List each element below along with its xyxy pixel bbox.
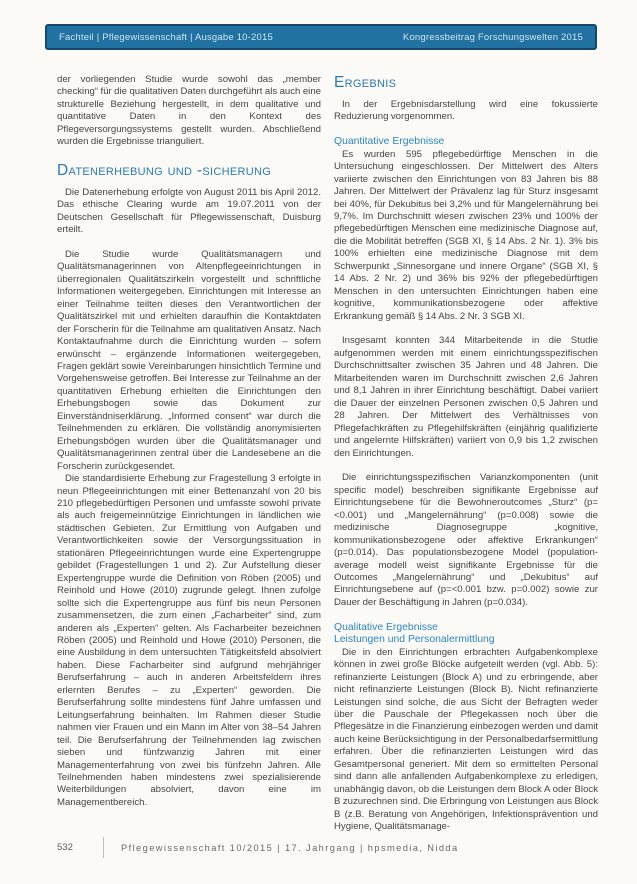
section-heading: Datenerhebung und -sicherung <box>57 161 272 179</box>
section-heading: Ergebnis <box>334 74 397 91</box>
page-footer <box>57 837 597 858</box>
column-left <box>57 74 321 833</box>
columns <box>57 74 597 833</box>
paragraph: Die Datenerhebung erfolgte von August 2011 bis April 2012. Das ethische Clearing wurde am 19.07.2011 von der Deutschen Gesellschaft für Pflegewissenschaft, Duisburg erteilt. <box>57 186 321 236</box>
paragraph: Die standardisierte Erhebung zur Fragestellung 3 erfolgte in neun Pflegeeinrichtungen mit einer Bettenanzahl von 20 bis 210 pflegebedürftigen Personen und umfasste sowohl private als auch freigemeinnützige Einrichtungen in ländlichen wie städtischen Gebieten. Zur Ermittlung von Aufgaben und Verantwortlichkeiten sowie der Versorgungssituation in stationären Pflegeeinrichtungen wurde eine Expertengruppe gebildet (Fragestellungen 1 und 2). Zur Aufstellung dieser Expertengruppe wurde die Definition von Röben (2005) und Reinhold und Howe (2010) zugrunde gelegt. Ihnen zufolge sollte sich die Expertengruppe aus fünf bis neun Personen zusammensetzen, die zum einen „Facharbeiter“ sind, zum anderen als „Experten“ gelten. Als Facharbeiter bezeichnen Röben (2005) und Reinhold und Howe (2010) Personen, die eine Ausbildung in dem untersuchten Tätigkeitsfeld absolviert haben. Diese Facharbeiter sind aufgrund mehrjähriger Berufserfahrung – auch in anderen Arbeitsfeldern ihres erlernten Berufes – zu „Experten“ geworden. Die Berufserfahrung sollte mindestens fünf Jahre umfassen und Leitungserfahrung beinhalten. Im Rahmen dieser Studie nahmen vier Frauen und ein Mann im Alter von 38–54 Jahren teil. Die Berufserfahrung der Teilnehmenden lag zwischen sieben und fünfzwanzig Jahren mit einer Managementerfahrung von zwei bis fünfzehn Jahren. Alle Teilnehmenden haben mindestens zwei spezialisierende Weiterbildungen absolviert, davon eine im Managementbereich. <box>57 473 321 808</box>
paragraph: Insgesamt konnten 344 Mitarbeitende in die Studie aufgenommen werden mit einem einrichtungsspezifischen Durchschnittsalter zwischen 35 Jahren und 48 Jahren. Die Mitarbeitenden waren im Durchschnitt zwischen 2,6 Jahren und 8,1 Jahren in ihrer Einrichtung beschäftigt. Dabei variiert die Dauer der einzelnen Personen zwischen 0,5 Jahren und 28 Jahren. Der Mittelwert des Verhältnisses von Pflegefachkräften zu Pflegehilfskräften (einjährig qualifizierte und angelernte Hilfskräften) variiert von 0,9 bis 1,2 zwischen den Einrichtungen. <box>334 335 598 459</box>
column-right <box>334 74 598 833</box>
page-number: 532 <box>57 842 73 853</box>
sub-heading: Qualitative Ergebnisse <box>334 621 438 633</box>
paragraph: In der Ergebnisdarstellung wird eine fokussierte Reduzierung vorgenommen. <box>334 99 598 123</box>
sub-heading: Leistungen und Personalermittlung <box>334 634 495 646</box>
footer-divider <box>103 837 104 858</box>
footer-text: Pflegewissenschaft 10/2015 | 17. Jahrgang | hpsmedia, Nidda <box>121 842 459 853</box>
paragraph: Die in den Einrichtungen erbrachten Aufgabenkomplexe können in zwei große Blöcke aufgeteilt werden (vgl. Abb. 5): refinanzierte Leistungen (Block A) und zu erbringende, aber nicht refinanzierte Leistungen (Block B). Nicht refinanzierte Leistungen sind solche, die aus Sicht der Befragten weder über die Pauschale der Pflegekassen noch über die Pflegesätze in die Finanzierung einbezogen werden und damit auch keine Berücksichtigung in der Personalbedarfsermittlung erfahren. Über die refinanzierten Leistungen wird das Gesamtpersonal generiert. Mit dem so ermittelten Personal sind dann alle anfallenden Aufgabenkomplexe zu erledigen, unabhängig davon, ob die Leistungen dem Block A oder Block B zuzurechnen sind. Die Erbringung von Leistungen aus Block B (z.B. Beratung von Angehörigen, Infektionsprävention und Hygiene, Qualitätsmanage- <box>334 646 598 833</box>
paragraph: Die Studie wurde Qualitätsmanagern und Qualitätsmanagerinnen von Altenpflegeeinrichtungen in überregionalen Qualitätszirkeln vorgestellt und schriftliche Informationen weitergegeben. Einrichtungen mit Interesse an einer Teilnahme teilten dieses den Verantwortlichen der Qualitätszirkel mit und erhielten daraufhin die Kontaktdaten der Forscherin für die Teilnahme am qualitativen Ansatz. Nach Kontaktaufnahme durch die Einrichtung wurden – sofern erwünscht – ergänzende Informationen weitergegeben, Fragen geklärt sowie Vereinbarungen hinsichtlich Termine und Vorgehensweise getroffen. Bei Interesse zur Teilnahme an der quantitativen Erhebung erhielten die Einrichtungen den Erhebungsbogen sowie das Dokument zur Einverständniserklärung. „Informed consent“ war durch die Teilnehmenden zu erklären. Die vollständig anonymisierten Erhebungsbögen wurden über die Qualitätsmanager und Qualitätsmanagerinnen zentral über die Landesebene an die Forscherin zurückgesendet. <box>57 248 321 472</box>
header-left-text: Fachteil | Pflegewissenschaft | Ausgabe 10-2015 <box>59 31 273 43</box>
sub-heading: Quantitative Ergebnisse <box>334 136 445 148</box>
paragraph: Die einrichtungsspezifischen Varianzkomponenten (unit specific model) beschreiben signifikante Ergebnisse auf Einrichtungsebene für die Bewohneroutcomes „Sturz“ (p=<0.001) und „Mangelernährung“ (p=0.008) sowie die medizinische Diagnosegruppe „kognitive, kommunikationsbezogene oder affektive Erkrankungen“ (p=0.014). Das populationsbezogene Model (population-average modell weist signifikante Ergebnisse für die Outcomes „Mangelernährung“ und „Dekubitus“ auf Einrichtungsebene auf (p=<0.001 bzw. p=0.002) sowie zur Dauer der Beschäftigung in Jahren (p=0.034). <box>334 472 598 608</box>
header-right-text: Kongressbeitrag Forschungswelten 2015 <box>402 31 583 43</box>
page-header-bar <box>45 24 597 50</box>
paragraph: Es wurden 595 pflegebedürftige Menschen in die Untersuchung eingeschlossen. Der Mittelwert des Alters variierte zwischen den Einrichtungen von 83 Jahren bis 88 Jahren. Der Mittelwert der Prävalenz lag für Sturz insgesamt bei 40%, für Dekubitus bei 3,2% und für Mangelernährung bei 9,7%. Im Durchschnitt wiesen zwischen 23% und 100% der pflegebedürftigen Menschen eine medizinische Diagnose auf, die die Mobilität betreffen (SGB XI, § 14 Abs. 2 Nr. 1). 3% bis 100% erhielten eine medizinische Diagnose mit dem Schwerpunkt „Sinnesorgane und innere Organe“ (SGB XI, § 14 Abs. 2 Nr. 2) und 36% bis 92% der pflegebedürftigen Menschen in den untersuchten Einrichtungen haben eine kognitive, kommunikationsbezogene oder affektive Erkrankung gemäß § 14 Abs. 2 Nr. 3 SGB XI. <box>334 148 598 322</box>
paragraph: der vorliegenden Studie wurde sowohl das „member checking“ für die qualitativen Daten durchgeführt als auch eine strukturelle Beziehung hergestellt, in dem qualitative und quantitative Daten in den Kontext des Pflegeversorgungssystems gestellt wurden. Abschließend wurden die Ergebnisse trianguliert. <box>57 74 321 148</box>
